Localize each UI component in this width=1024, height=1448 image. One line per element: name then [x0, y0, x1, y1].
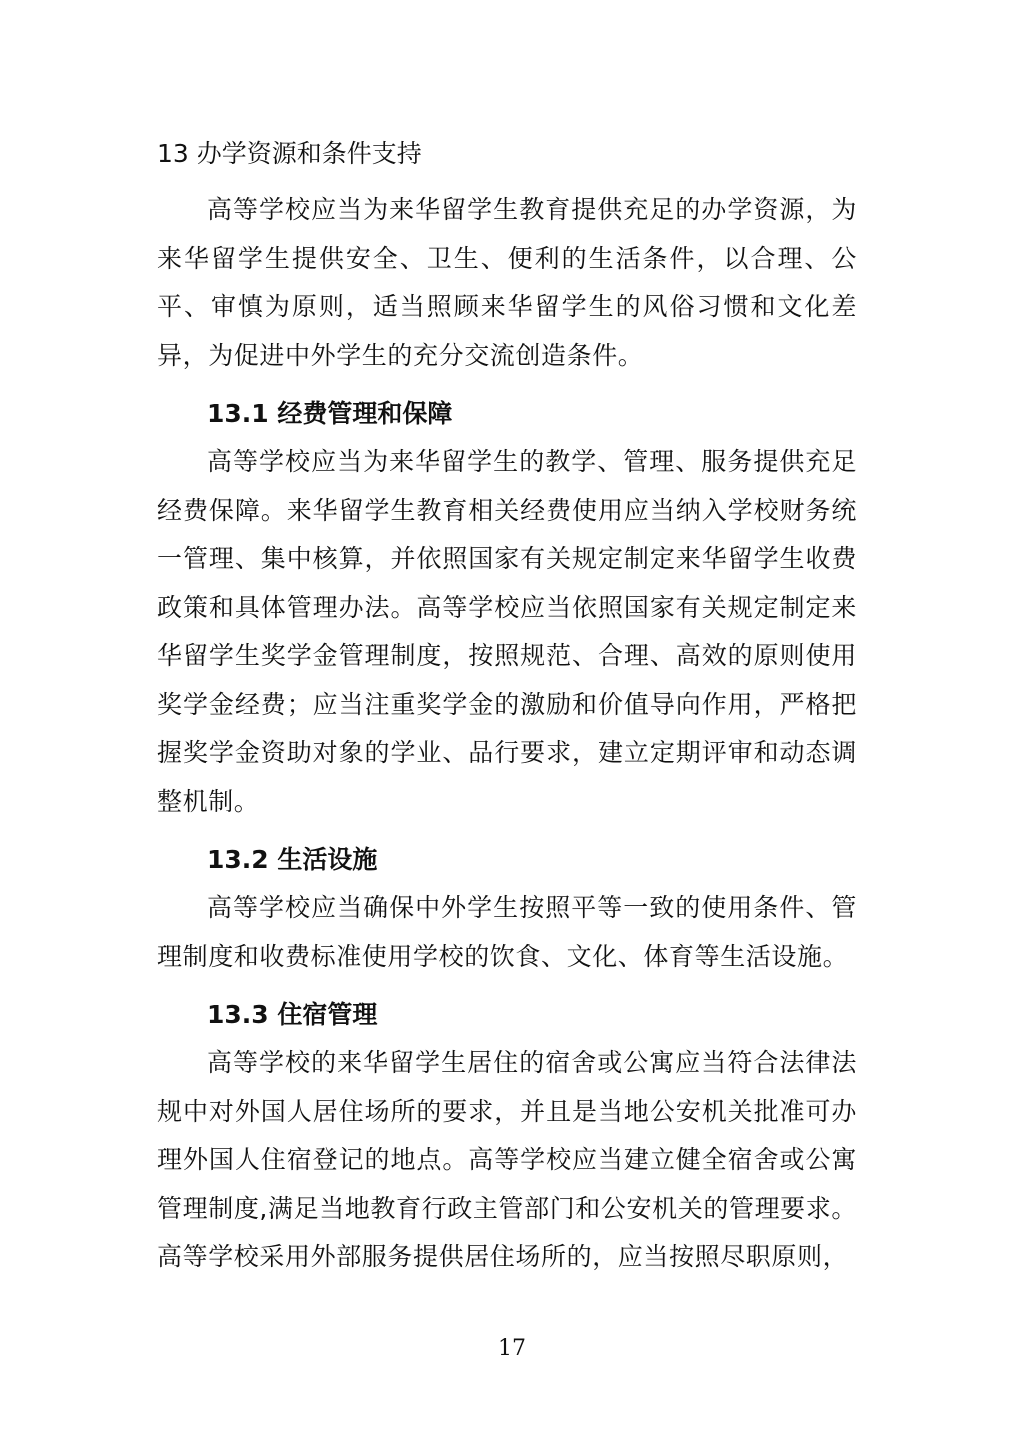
page-number: 17 [498, 1336, 526, 1361]
subsection-title-13-3: 13.3 住宿管理 [207, 1000, 378, 1029]
section-title: 13 办学资源和条件支持 [157, 139, 422, 168]
subsection-title-13-1: 13.1 经费管理和保障 [207, 399, 453, 428]
subsection-paragraph-13-1: 高等学校应当为来华留学生的教学、管理、服务提供充足经费保障。来华留学生教育相关经费使用应当纳入学校财务统一管理、集中核算，并依照国家有关规定制定来华留学生收费政策和具体管理办法。高等学校应当依照国家有关规定制定来华留学生奖学金管理制度，按照规范、合理、高效的原则使用奖学金经费；应当注重奖学金的激励和价值导向作用，严格把握奖学金资助对象的学业、品行要求，建立定期评审和动态调整机制。 [157, 447, 857, 816]
subsection-paragraph-13-3: 高等学校的来华留学生居住的宿舍或公寓应当符合法律法规中对外国人居住场所的要求，并且是当地公安机关批准可办理外国人住宿登记的地点。高等学校应当建立健全宿舍或公寓管理制度,满足当地教育行政主管部门和公安机关的管理要求。高等学校采用外部服务提供居住场所的，应当按照尽职原则， [157, 1048, 857, 1271]
subsection-paragraph-13-2: 高等学校应当确保中外学生按照平等一致的使用条件、管理制度和收费标准使用学校的饮食、文化、体育等生活设施。 [157, 893, 857, 971]
subsection-title-13-2: 13.2 生活设施 [207, 845, 378, 874]
intro-paragraph: 高等学校应当为来华留学生教育提供充足的办学资源，为来华留学生提供安全、卫生、便利的生活条件，以合理、公平、审慎为原则，适当照顾来华留学生的风俗习惯和文化差异，为促进中外学生的充分交流创造条件。 [157, 195, 857, 370]
document-body [157, 130, 857, 1282]
